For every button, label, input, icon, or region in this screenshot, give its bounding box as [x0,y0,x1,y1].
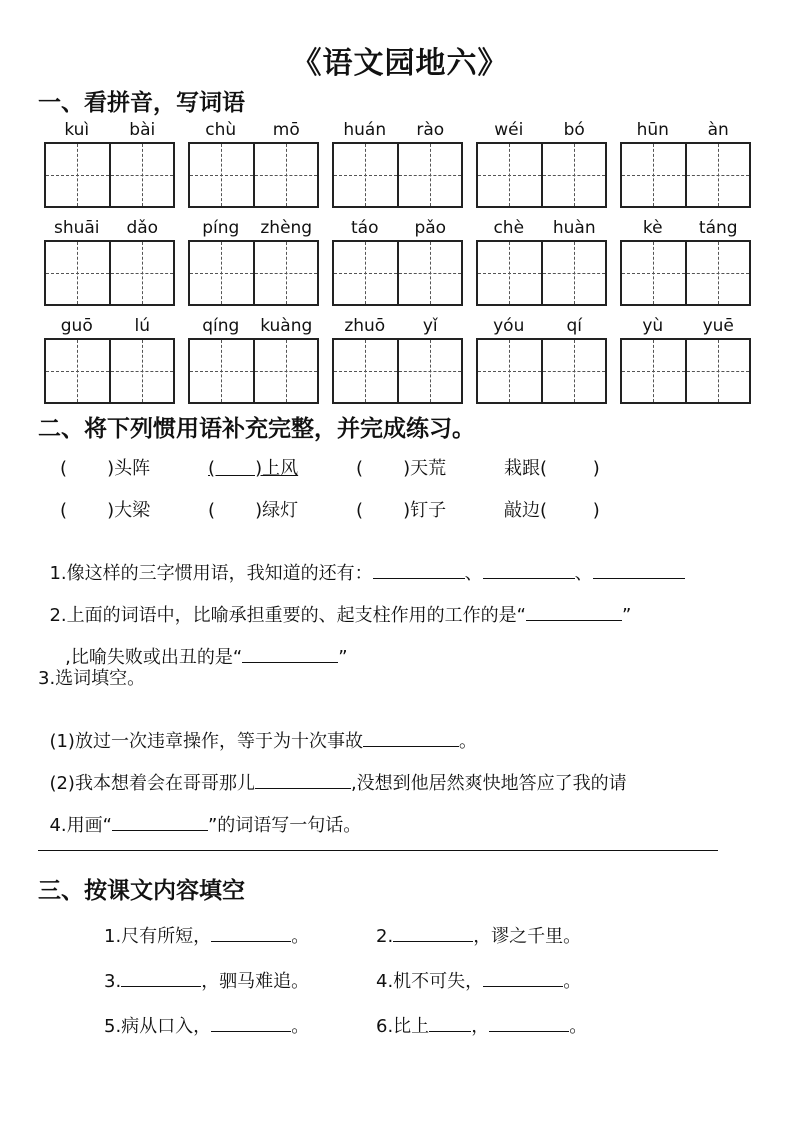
pinyin: rào [416,120,445,140]
tian-box[interactable] [622,144,685,206]
answer-blank[interactable] [483,560,575,579]
pinyin: táng [698,218,738,238]
answer-blank[interactable] [363,728,459,747]
fill-item: 4.机不可失， 。 [376,967,648,993]
answer-blank[interactable] [211,923,291,942]
pinyin-word [44,118,175,208]
pinyin: kuàng [260,316,313,336]
answer-blank[interactable] [483,968,563,987]
answer-blank[interactable] [526,602,622,621]
question-3-2: (2)我本想着会在哥哥那儿 ,没想到他居然爽快地答应了我的请 [38,748,627,795]
pinyin: àn [707,120,729,140]
idiom-item: 栽跟( ) [504,458,600,479]
tian-box[interactable] [46,340,109,402]
question-4: 4.用画“ ”的词语写一句话。 [38,790,361,837]
tian-box[interactable] [685,144,750,206]
tian-box[interactable] [478,242,541,304]
idiom-item: ( )头阵 [60,458,151,479]
pinyin-word [44,314,175,404]
answer-blank[interactable] [112,812,208,831]
tian-box[interactable] [334,242,397,304]
tian-box[interactable] [397,340,462,402]
pinyin-word [188,314,319,404]
question-3: 3.选词填空。 [38,668,146,689]
pinyin-word [476,314,607,404]
idiom-item: ( )绿灯 [208,500,299,521]
pinyin: huán [343,120,387,140]
pinyin: píng [202,218,240,238]
tian-box[interactable] [253,144,318,206]
section3-heading: 三、按课文内容填空 [38,878,245,904]
pinyin: zhuō [344,316,386,336]
tian-box[interactable] [478,144,541,206]
idiom-item: ( )大梁 [60,500,151,521]
pinyin: chù [205,120,237,140]
tian-box[interactable] [478,340,541,402]
writing-line[interactable] [38,850,718,851]
pinyin: bài [129,120,156,140]
answer-blank[interactable] [373,560,465,579]
pinyin: dǎo [126,218,159,238]
fill-item: 5.病从口入， 。 [104,1012,376,1038]
pinyin: huàn [552,218,596,238]
pinyin: yǐ [422,316,438,336]
pinyin-word [44,216,175,306]
pinyin: kuì [64,120,90,140]
tian-box[interactable] [253,340,318,402]
section2-heading: 二、将下列惯用语补充完整，并完成练习。 [38,416,475,442]
pinyin: yóu [493,316,525,336]
page-title: 《语文园地六》 [291,46,509,81]
pinyin-word [620,216,751,306]
pinyin-row [44,314,764,404]
idiom-item: ( )钉子 [356,500,447,521]
question-2b: ,比喻失败或出丑的是“ ” [48,622,348,669]
answer-blank[interactable] [121,968,201,987]
section1-heading: 一、看拼音，写词语 [38,90,245,116]
tian-box[interactable] [190,242,253,304]
tian-box[interactable] [334,340,397,402]
pinyin-word [188,216,319,306]
answer-blank[interactable] [242,644,338,663]
pinyin: pǎo [414,218,447,238]
tian-box[interactable] [46,242,109,304]
fill-item: 2. ，谬之千里。 [376,922,648,948]
idiom-row [60,454,652,480]
question-2a: 2.上面的词语中，比喻承担重要的、起支柱作用的工作的是“ ” [38,580,631,627]
pinyin-word [188,118,319,208]
tian-box[interactable] [253,242,318,304]
tian-box[interactable] [190,340,253,402]
tian-box[interactable] [109,144,174,206]
pinyin: hūn [636,120,669,140]
pinyin-word [332,314,463,404]
tian-box[interactable] [109,340,174,402]
tian-box[interactable] [541,340,606,402]
idiom-row [60,496,652,522]
answer-blank[interactable] [211,1013,291,1032]
pinyin-word [620,314,751,404]
tian-box[interactable] [109,242,174,304]
pinyin: guō [60,316,93,336]
fill-grid [104,912,664,1047]
pinyin: qíng [202,316,240,336]
tian-box[interactable] [622,242,685,304]
fill-item: 3. ，驷马难追。 [104,967,376,993]
pinyin-row [44,216,764,306]
tian-box[interactable] [541,144,606,206]
pinyin: zhèng [260,218,313,238]
tian-box[interactable] [190,144,253,206]
tian-box[interactable] [397,242,462,304]
answer-blank[interactable] [255,770,351,789]
pinyin: yù [642,316,664,336]
pinyin: qí [566,316,582,336]
pinyin: bó [563,120,585,140]
tian-box[interactable] [541,242,606,304]
pinyin: wéi [494,120,524,140]
question-3-1: (1)放过一次违章操作，等于为十次事故 。 [38,706,477,753]
answer-blank[interactable] [393,923,473,942]
pinyin: lú [134,316,150,336]
fill-item: 1.尺有所短， 。 [104,922,376,948]
pinyin-word [620,118,751,208]
pinyin-word [332,216,463,306]
answer-blank[interactable] [593,560,685,579]
pinyin: kè [642,218,663,238]
tian-box[interactable] [685,340,750,402]
tian-box[interactable] [622,340,685,402]
pinyin-word [476,216,607,306]
pinyin: táo [351,218,379,238]
pinyin-grid [44,118,764,404]
question-1: 1.像这样的三字惯用语，我知道的还有： 、 、 [38,538,685,585]
tian-box[interactable] [685,242,750,304]
answer-blank[interactable] [489,1013,569,1032]
answer-blank[interactable] [429,1013,471,1032]
pinyin: chè [493,218,525,238]
fill-item: 6.比上 ， 。 [376,1012,648,1038]
idiom-item: 敲边( ) [504,500,600,521]
idiom-item: ( )天荒 [356,458,447,479]
idiom-item: ( )上风 [208,458,299,479]
pinyin: mō [272,120,300,140]
tian-box[interactable] [397,144,462,206]
pinyin-word [476,118,607,208]
pinyin: yuē [702,316,734,336]
pinyin-row [44,118,764,208]
pinyin-word [332,118,463,208]
tian-box[interactable] [334,144,397,206]
tian-box[interactable] [46,144,109,206]
pinyin: shuāi [53,218,100,238]
